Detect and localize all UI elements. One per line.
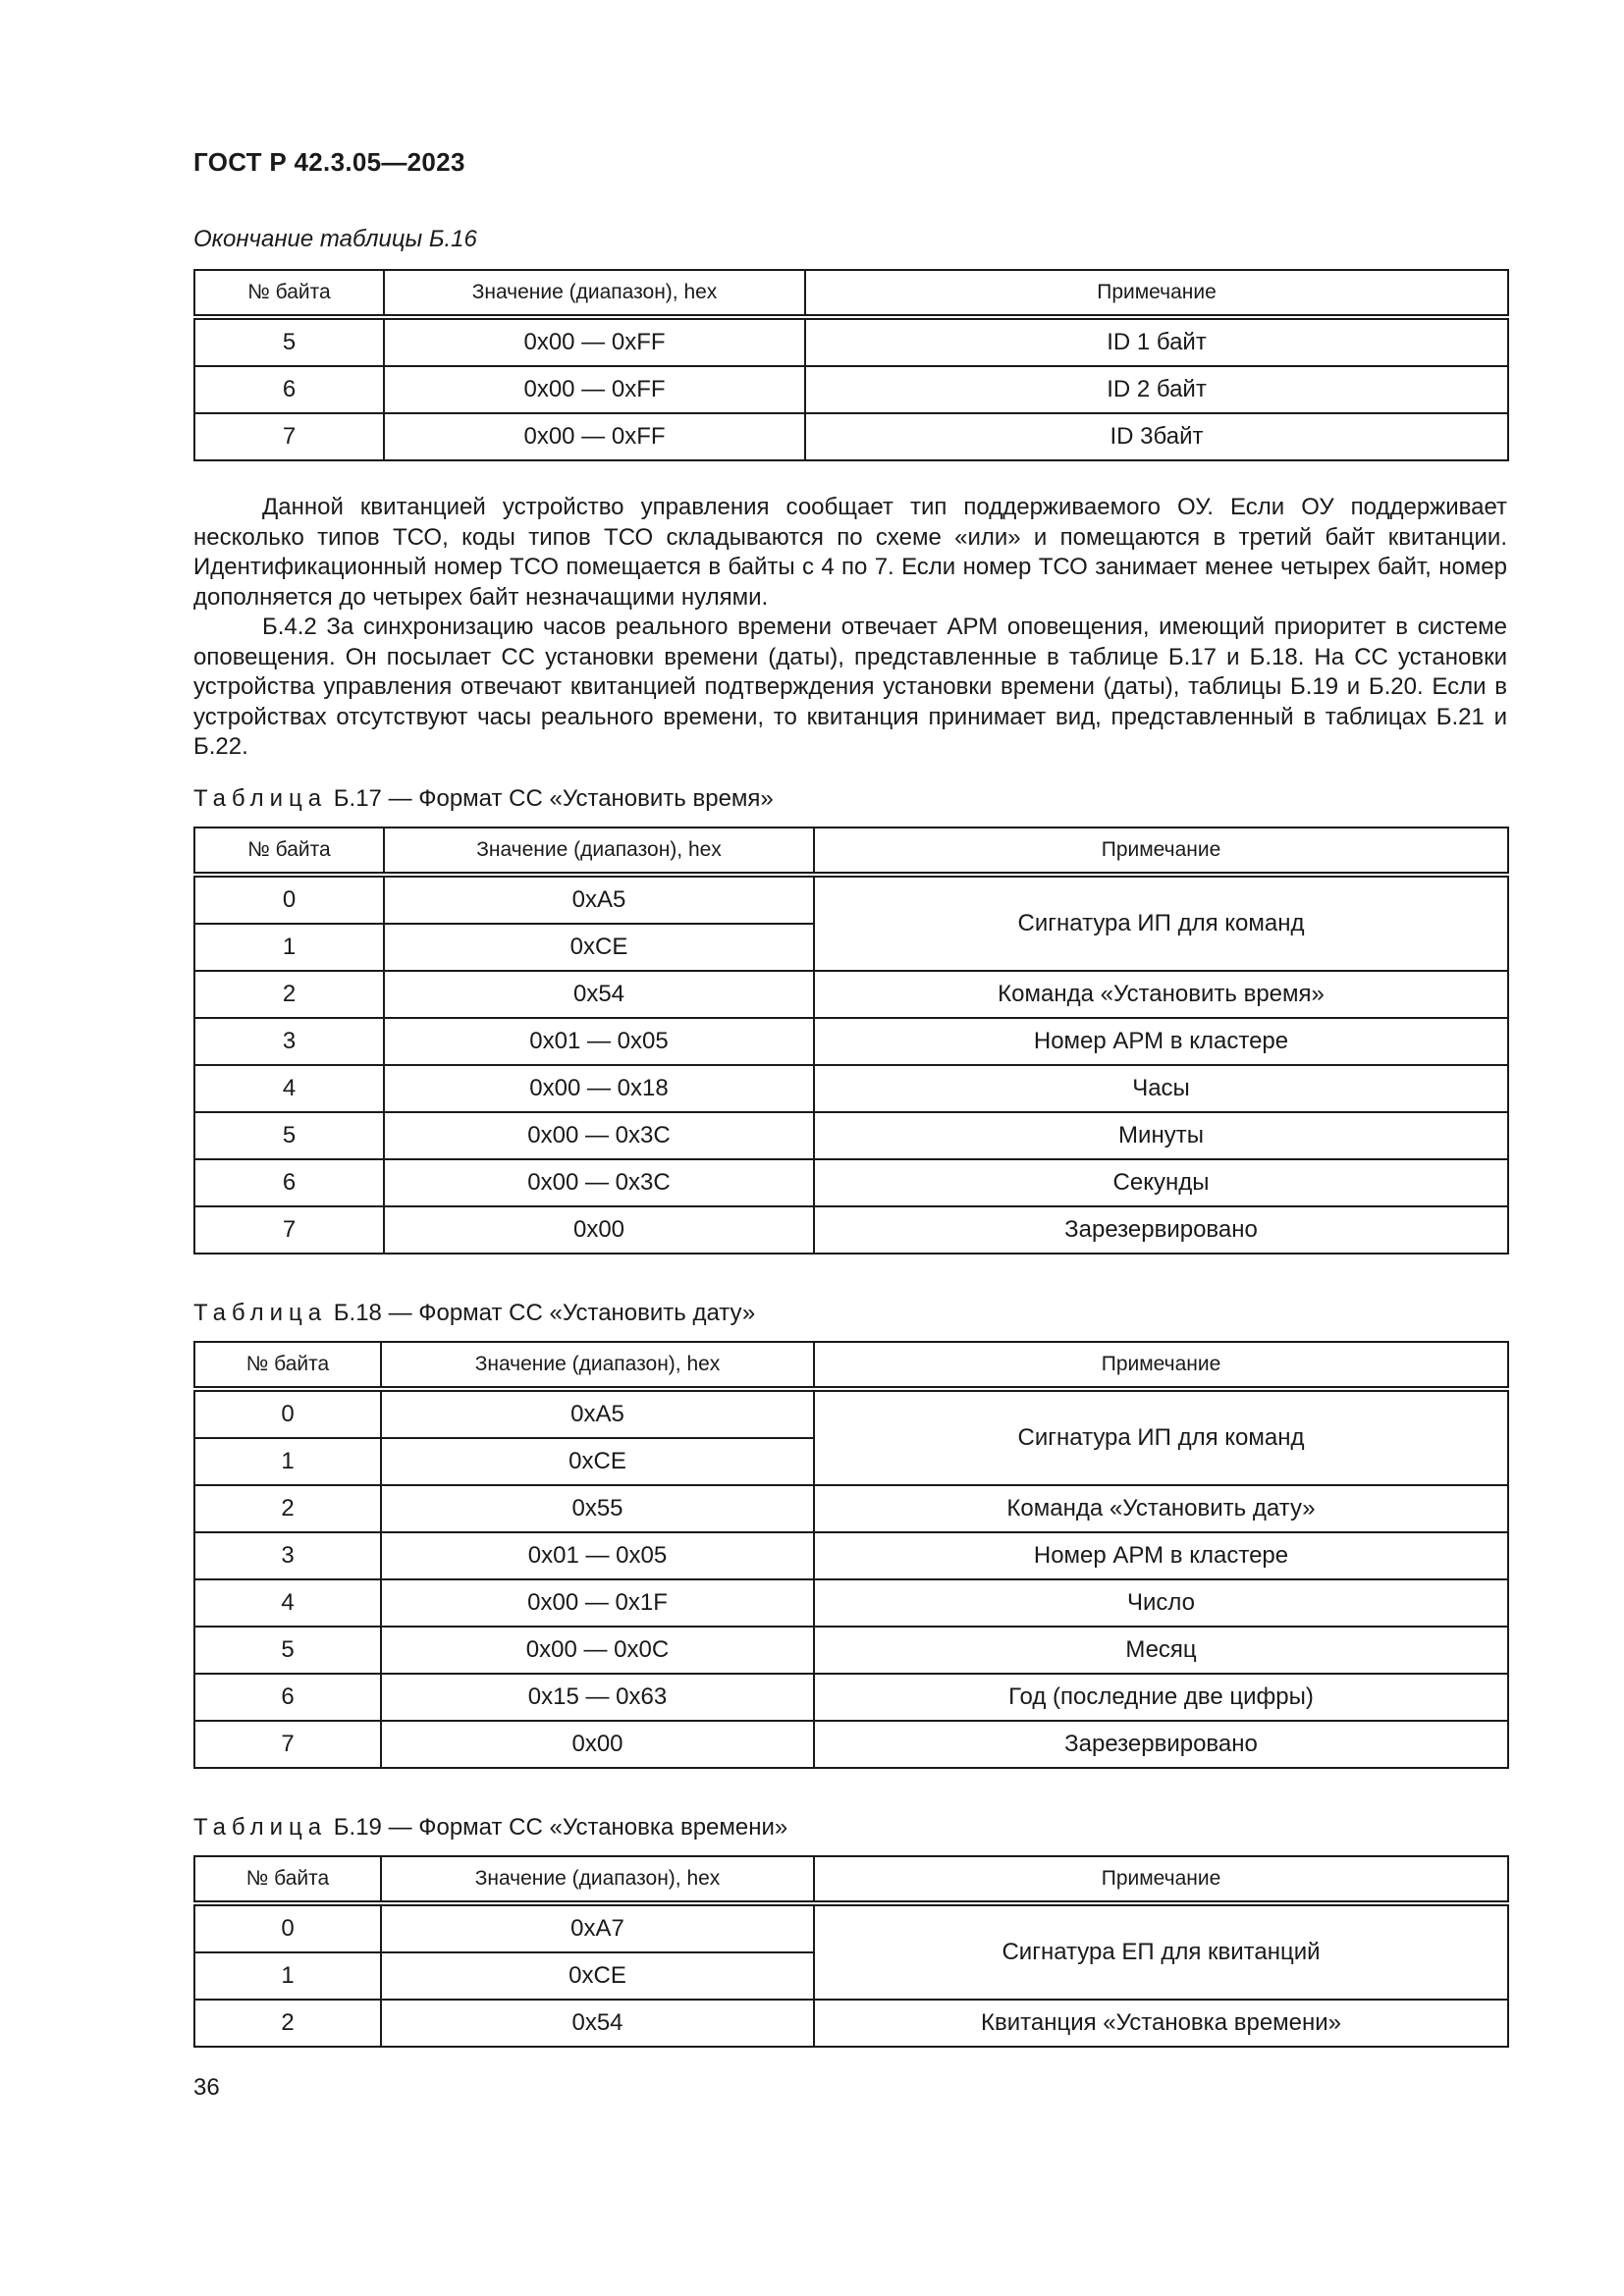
column-header: Значение (диапазон), hex bbox=[381, 1342, 814, 1389]
note-cell: Часы bbox=[814, 1065, 1508, 1112]
table-row bbox=[194, 875, 1508, 924]
note-cell: Сигнатура ЕП для квитанций bbox=[814, 1903, 1508, 2000]
table-row bbox=[194, 1627, 1508, 1674]
table-row bbox=[194, 366, 1508, 413]
note-cell: Номер АРМ в кластере bbox=[814, 1018, 1508, 1065]
table-row bbox=[194, 1674, 1508, 1721]
table-row bbox=[194, 1903, 1508, 1952]
body-text bbox=[193, 493, 1507, 763]
byte-number-cell: 5 bbox=[194, 1112, 384, 1159]
paragraph: Данной квитанцией устройство управления сообщает тип поддерживаемого ОУ. Если ОУ поддерживает несколько типов ТСО, коды типов ТСО складываются по схеме «или» и помещаются в третий байт квитанции. Идентификационный номер ТСО помещается в байты с 4 по 7. Если номер ТСО занимает менее четырех байт, номер дополняется до четырех байт незначащими нулями. bbox=[193, 494, 1507, 611]
table-header-row bbox=[194, 1856, 1508, 1903]
value-cell: 0xCE bbox=[381, 1438, 814, 1485]
table-row bbox=[194, 1065, 1508, 1112]
table-row bbox=[194, 317, 1508, 366]
byte-number-cell: 1 bbox=[194, 924, 384, 971]
page-number: 36 bbox=[193, 2074, 220, 2101]
value-cell: 0x00 bbox=[381, 1721, 814, 1768]
table-row bbox=[194, 1018, 1508, 1065]
table-row bbox=[194, 1389, 1508, 1438]
note-cell: Сигнатура ИП для команд bbox=[814, 1389, 1508, 1485]
value-cell: 0x01 — 0x05 bbox=[381, 1532, 814, 1579]
column-header: Примечание bbox=[814, 1856, 1508, 1903]
byte-number-cell: 3 bbox=[194, 1532, 381, 1579]
paragraph: Б.4.2 За синхронизацию часов реального времени отвечает АРМ оповещения, имеющий приоритет в системе оповещения. Он посылает СС установки времени (даты), представленные в таблице Б.17 и Б.18. На СС установки устройства управления отвечают квитанцией подтверждения установки времени (даты), таблицы Б.19 и Б.20. Если в устройствах отсутствуют часы реального времени, то квитанция принимает вид, представленный в таблицах Б.21 и Б.22. bbox=[193, 614, 1507, 760]
note-cell: Год (последние две цифры) bbox=[814, 1674, 1508, 1721]
byte-number-cell: 7 bbox=[194, 413, 384, 460]
note-cell: Команда «Установить время» bbox=[814, 971, 1508, 1018]
table-row bbox=[194, 2000, 1508, 2047]
table-row bbox=[194, 1206, 1508, 1254]
note-cell: Зарезервировано bbox=[814, 1721, 1508, 1768]
caption-text: Б.17 — Формат СС «Установить время» bbox=[333, 785, 774, 812]
table-b19 bbox=[193, 1855, 1509, 2048]
value-cell: 0x15 — 0x63 bbox=[381, 1674, 814, 1721]
byte-number-cell: 7 bbox=[194, 1721, 381, 1768]
value-cell: 0x01 — 0x05 bbox=[384, 1018, 814, 1065]
column-header: Значение (диапазон), hex bbox=[384, 828, 814, 875]
byte-number-cell: 4 bbox=[194, 1579, 381, 1627]
value-cell: 0x00 — 0xFF bbox=[384, 317, 805, 366]
value-cell: 0x00 — 0xFF bbox=[384, 413, 805, 460]
caption-text: Б.19 — Формат СС «Установка времени» bbox=[333, 1814, 788, 1841]
value-cell: 0xA7 bbox=[381, 1903, 814, 1952]
value-cell: 0x00 — 0x0C bbox=[381, 1627, 814, 1674]
value-cell: 0x00 — 0x3C bbox=[384, 1159, 814, 1206]
note-cell: Месяц bbox=[814, 1627, 1508, 1674]
byte-number-cell: 3 bbox=[194, 1018, 384, 1065]
note-cell: Квитанция «Установка времени» bbox=[814, 2000, 1508, 2047]
column-header: № байта bbox=[194, 1342, 381, 1389]
value-cell: 0xCE bbox=[384, 924, 814, 971]
caption-word: Таблица bbox=[193, 785, 328, 812]
note-cell: Зарезервировано bbox=[814, 1206, 1508, 1254]
value-cell: 0x00 — 0x1F bbox=[381, 1579, 814, 1627]
value-cell: 0x00 — 0x3C bbox=[384, 1112, 814, 1159]
column-header: № байта bbox=[194, 270, 384, 317]
byte-number-cell: 0 bbox=[194, 1389, 381, 1438]
table-header-row bbox=[194, 1342, 1508, 1389]
table-row bbox=[194, 1532, 1508, 1579]
byte-number-cell: 2 bbox=[194, 1485, 381, 1532]
table-row bbox=[194, 1159, 1508, 1206]
column-header: № байта bbox=[194, 1856, 381, 1903]
table-row bbox=[194, 971, 1508, 1018]
caption-text: Б.18 — Формат СС «Установить дату» bbox=[333, 1300, 756, 1326]
table-b18-caption bbox=[193, 1300, 755, 1327]
note-cell: Минуты bbox=[814, 1112, 1508, 1159]
byte-number-cell: 1 bbox=[194, 1438, 381, 1485]
byte-number-cell: 2 bbox=[194, 2000, 381, 2047]
table-b17-caption bbox=[193, 785, 774, 813]
note-cell: Секунды bbox=[814, 1159, 1508, 1206]
table-b19-caption bbox=[193, 1814, 787, 1842]
note-cell: Команда «Установить дату» bbox=[814, 1485, 1508, 1532]
table-row bbox=[194, 1112, 1508, 1159]
value-cell: 0xA5 bbox=[384, 875, 814, 924]
byte-number-cell: 6 bbox=[194, 1159, 384, 1206]
value-cell: 0x00 — 0x18 bbox=[384, 1065, 814, 1112]
column-header: № байта bbox=[194, 828, 384, 875]
byte-number-cell: 6 bbox=[194, 366, 384, 413]
value-cell: 0xCE bbox=[381, 1952, 814, 2000]
column-header: Примечание bbox=[814, 828, 1508, 875]
value-cell: 0x54 bbox=[384, 971, 814, 1018]
value-cell: 0x00 bbox=[384, 1206, 814, 1254]
byte-number-cell: 0 bbox=[194, 875, 384, 924]
table-row bbox=[194, 413, 1508, 460]
byte-number-cell: 5 bbox=[194, 317, 384, 366]
caption-word: Таблица bbox=[193, 1300, 328, 1326]
byte-number-cell: 0 bbox=[194, 1903, 381, 1952]
byte-number-cell: 4 bbox=[194, 1065, 384, 1112]
value-cell: 0xA5 bbox=[381, 1389, 814, 1438]
column-header: Значение (диапазон), hex bbox=[381, 1856, 814, 1903]
table-row bbox=[194, 1579, 1508, 1627]
table-header-row bbox=[194, 828, 1508, 875]
byte-number-cell: 2 bbox=[194, 971, 384, 1018]
table-b18 bbox=[193, 1341, 1509, 1769]
note-cell: ID 1 байт bbox=[805, 317, 1508, 366]
byte-number-cell: 6 bbox=[194, 1674, 381, 1721]
byte-number-cell: 7 bbox=[194, 1206, 384, 1254]
column-header: Примечание bbox=[805, 270, 1508, 317]
value-cell: 0x55 bbox=[381, 1485, 814, 1532]
table-b16-end bbox=[193, 269, 1509, 461]
note-cell: Номер АРМ в кластере bbox=[814, 1532, 1508, 1579]
value-cell: 0x00 — 0xFF bbox=[384, 366, 805, 413]
byte-number-cell: 5 bbox=[194, 1627, 381, 1674]
note-cell: ID 2 байт bbox=[805, 366, 1508, 413]
note-cell: Число bbox=[814, 1579, 1508, 1627]
value-cell: 0x54 bbox=[381, 2000, 814, 2047]
caption-word: Таблица bbox=[193, 1814, 328, 1841]
table-row bbox=[194, 1485, 1508, 1532]
document-header: ГОСТ Р 42.3.05—2023 bbox=[193, 147, 465, 177]
note-cell: ID 3байт bbox=[805, 413, 1508, 460]
table-b17 bbox=[193, 827, 1509, 1255]
byte-number-cell: 1 bbox=[194, 1952, 381, 2000]
table-b16-caption: Окончание таблицы Б.16 bbox=[193, 226, 477, 252]
table-row bbox=[194, 1721, 1508, 1768]
note-cell: Сигнатура ИП для команд bbox=[814, 875, 1508, 971]
column-header: Значение (диапазон), hex bbox=[384, 270, 805, 317]
table-header-row bbox=[194, 270, 1508, 317]
column-header: Примечание bbox=[814, 1342, 1508, 1389]
